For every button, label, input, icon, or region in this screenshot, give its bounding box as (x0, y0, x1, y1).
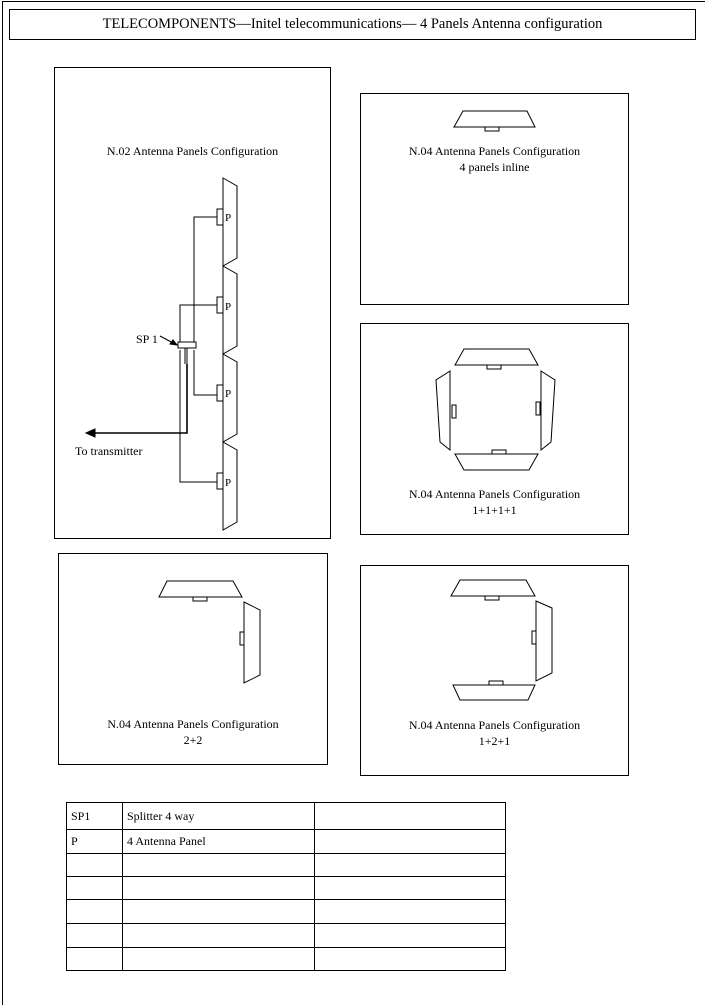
feed-line-4 (180, 350, 217, 482)
legend-description-cell (123, 900, 315, 924)
quad-caption-line1: N.04 Antenna Panels Configuration (408, 487, 581, 501)
legend-code-cell: SP1 (67, 803, 123, 830)
legend-description-cell (123, 854, 315, 877)
legend-row (67, 854, 506, 877)
legend-extra-cell (315, 924, 506, 948)
one-two-one-configuration-box (360, 565, 629, 776)
legend-code-cell: P (67, 830, 123, 854)
splitter-label: SP 1 (136, 332, 158, 346)
two-two-configuration-box (58, 553, 328, 765)
legend-description-cell: 4 Antenna Panel (123, 830, 315, 854)
legend-extra-cell (315, 803, 506, 830)
antenna-panel-right (536, 601, 552, 681)
one-two-one-caption-line1: N.04 Antenna Panels Configuration (408, 718, 581, 732)
legend-row (67, 948, 506, 971)
legend-row (67, 877, 506, 900)
legend-code-cell (67, 924, 123, 948)
inline-caption-line2: 4 panels inline (459, 160, 530, 174)
feed-line-2 (180, 305, 217, 346)
legend-row (67, 900, 506, 924)
panel-connector-right (240, 632, 244, 645)
panel-connector-left (452, 405, 456, 418)
panel-connector-3 (217, 385, 223, 401)
antenna-panel-right (244, 602, 260, 683)
antenna-panel-left (436, 371, 450, 450)
two-two-caption-line1: N.04 Antenna Panels Configuration (107, 717, 279, 731)
panel-letter-3: P (225, 388, 232, 400)
inline-diagram (361, 94, 630, 306)
antenna-panel-bottom (455, 454, 538, 470)
antenna-panel-bottom (453, 685, 535, 700)
one-two-one-caption-line2: 1+2+1 (478, 734, 511, 748)
panel-connector-right (536, 402, 540, 415)
panel-connector-top (487, 365, 501, 369)
panel-connector-bottom (492, 450, 506, 454)
legend-extra-cell (315, 877, 506, 900)
panel-connector-1 (217, 209, 223, 225)
page-title (9, 9, 696, 40)
antenna-panel-right (541, 371, 555, 450)
panel-connector-4 (217, 473, 223, 489)
panel-connector-bottom (489, 681, 503, 685)
panel-connector-2 (217, 297, 223, 313)
panel-connector-top (485, 127, 499, 131)
splitter-sp1 (178, 342, 196, 348)
legend-description-cell (123, 877, 315, 900)
legend-code-cell (67, 948, 123, 971)
legend-code-cell (67, 900, 123, 924)
quad-configuration-box (360, 323, 629, 535)
n02-diagram (55, 68, 332, 540)
antenna-panel-top (451, 580, 535, 596)
panel-connector-top (193, 597, 207, 601)
panel-connector-right (532, 631, 536, 644)
panel-letter-1: P (225, 212, 232, 224)
legend-row (67, 924, 506, 948)
n02-caption: N.02 Antenna Panels Configuration (106, 144, 279, 158)
feed-line-1 (194, 217, 217, 346)
splitter-pointer-arrowhead-icon (170, 340, 177, 345)
inline-caption-line1: N.04 Antenna Panels Configuration (408, 144, 581, 158)
transmitter-line (93, 364, 187, 433)
transmitter-label: To transmitter (75, 444, 143, 458)
feed-line-3 (194, 350, 217, 395)
panel-connector-top (485, 596, 499, 600)
legend-row (67, 803, 506, 830)
legend-extra-cell (315, 830, 506, 854)
legend-code-cell (67, 854, 123, 877)
legend-row (67, 830, 506, 854)
legend-extra-cell (315, 900, 506, 924)
legend-description-cell (123, 924, 315, 948)
transmitter-arrow-icon (86, 429, 95, 437)
inline-configuration-box (360, 93, 629, 305)
panel-letter-2: P (225, 301, 232, 313)
legend-extra-cell (315, 854, 506, 877)
legend-description-cell: Splitter 4 way (123, 803, 315, 830)
n02-configuration-box (54, 67, 331, 539)
page-title-text: TELECOMPONENTS—Initel telecommunications— 4 Panels Antenna configuration (102, 16, 603, 32)
legend-code-cell (67, 877, 123, 900)
quad-caption-line2: 1+1+1+1 (472, 503, 517, 517)
antenna-panel-top (454, 111, 535, 127)
antenna-panel-top (455, 349, 538, 365)
legend-description-cell (123, 948, 315, 971)
panel-letter-4: P (225, 477, 232, 489)
legend-table (66, 802, 506, 971)
legend-extra-cell (315, 948, 506, 971)
antenna-panel-top (159, 581, 242, 597)
two-two-caption-line2: 2+2 (183, 733, 203, 747)
